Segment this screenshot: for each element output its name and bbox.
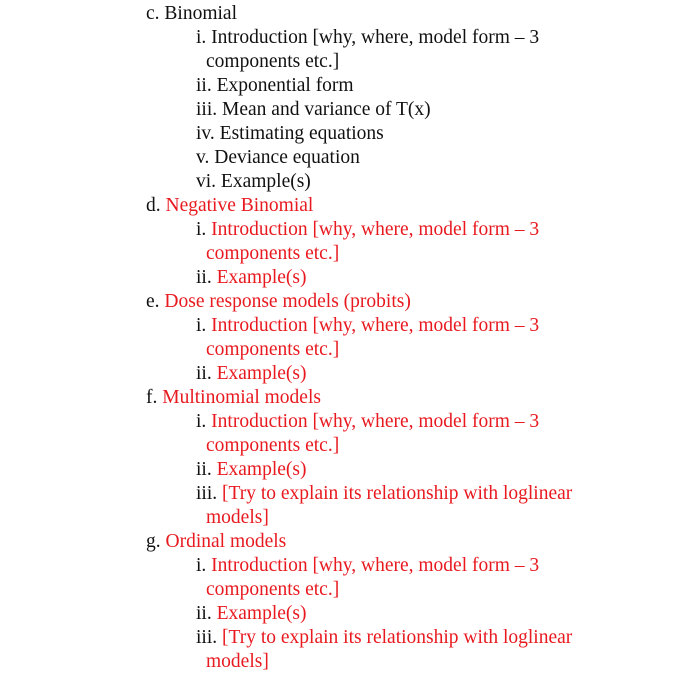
item-marker: ii. <box>196 267 212 288</box>
item-text-continuation: components etc.] <box>206 579 340 600</box>
list-item-continuation <box>206 650 269 674</box>
item-marker: vi. <box>196 171 217 192</box>
list-item <box>196 98 431 122</box>
item-text: Example(s) <box>216 459 307 480</box>
item-text-continuation: models] <box>206 507 269 528</box>
item-text-continuation: components etc.] <box>206 339 340 360</box>
list-item <box>196 122 384 146</box>
list-item <box>196 626 572 650</box>
item-marker: ii. <box>196 603 212 624</box>
item-text-continuation: components etc.] <box>206 51 340 72</box>
list-item <box>196 482 572 506</box>
item-marker: v. <box>196 147 210 168</box>
section-heading <box>146 290 411 314</box>
item-marker: iv. <box>196 123 215 144</box>
list-item <box>196 266 306 290</box>
list-item <box>196 146 360 170</box>
item-text: Introduction [why, where, model form – 3 <box>211 411 540 432</box>
item-text: Example(s) <box>216 267 307 288</box>
item-text-continuation: models] <box>206 651 269 672</box>
list-item-continuation <box>206 338 339 362</box>
item-text: Mean and variance of T(x) <box>222 99 431 120</box>
item-marker: i. <box>196 555 207 576</box>
item-text: Example(s) <box>220 171 311 192</box>
list-item <box>196 314 539 338</box>
item-text: Example(s) <box>216 603 307 624</box>
item-marker: ii. <box>196 363 212 384</box>
item-text: Introduction [why, where, model form – 3 <box>211 27 540 48</box>
item-marker: ii. <box>196 459 212 480</box>
item-text: Introduction [why, where, model form – 3 <box>211 219 540 240</box>
list-item <box>196 602 306 626</box>
section-marker: c. <box>146 3 160 24</box>
item-text: Example(s) <box>216 363 307 384</box>
list-item <box>196 554 539 578</box>
item-text: [Try to explain its relationship with loglinear <box>222 627 573 648</box>
section-marker: f. <box>146 387 158 408</box>
section-title: Binomial <box>164 3 237 24</box>
list-item <box>196 362 306 386</box>
item-marker: i. <box>196 411 207 432</box>
section-marker: g. <box>146 531 161 552</box>
list-item-continuation <box>206 434 339 458</box>
item-marker: i. <box>196 27 207 48</box>
item-text: Deviance equation <box>214 147 360 168</box>
item-text: [Try to explain its relationship with loglinear <box>222 483 573 504</box>
section-marker: d. <box>146 195 161 216</box>
item-text-continuation: components etc.] <box>206 243 340 264</box>
section-title: Dose response models (probits) <box>164 291 411 312</box>
list-item <box>196 74 354 98</box>
list-item <box>196 218 539 242</box>
section-heading <box>146 530 286 554</box>
item-marker: ii. <box>196 75 212 96</box>
list-item-continuation <box>206 506 269 530</box>
list-item-continuation <box>206 50 339 74</box>
item-marker: iii. <box>196 483 218 504</box>
list-item-continuation <box>206 578 339 602</box>
item-marker: iii. <box>196 627 218 648</box>
item-text: Introduction [why, where, model form – 3 <box>211 555 540 576</box>
section-heading <box>146 2 237 26</box>
section-title: Ordinal models <box>165 531 287 552</box>
item-marker: iii. <box>196 99 218 120</box>
item-marker: i. <box>196 315 207 336</box>
item-text: Exponential form <box>216 75 354 96</box>
section-title: Multinomial models <box>162 387 321 408</box>
list-item-continuation <box>206 242 339 266</box>
section-heading <box>146 194 313 218</box>
list-item <box>196 458 306 482</box>
list-item <box>196 410 539 434</box>
list-item <box>196 170 311 194</box>
item-text: Introduction [why, where, model form – 3 <box>211 315 540 336</box>
item-text: Estimating equations <box>219 123 384 144</box>
section-marker: e. <box>146 291 160 312</box>
item-marker: i. <box>196 219 207 240</box>
section-heading <box>146 386 321 410</box>
item-text-continuation: components etc.] <box>206 435 340 456</box>
section-title: Negative Binomial <box>165 195 314 216</box>
list-item <box>196 26 539 50</box>
